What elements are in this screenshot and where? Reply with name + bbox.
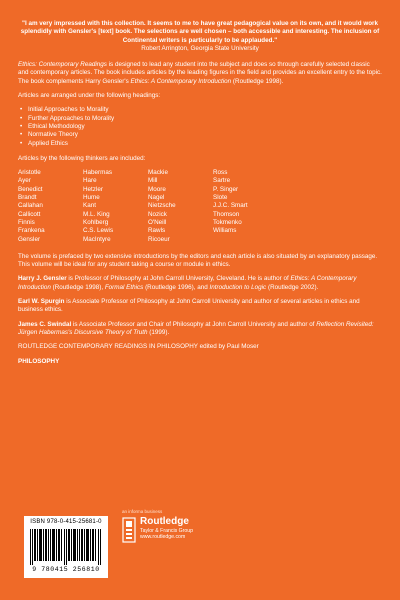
subject-category: PHILOSOPHY [18,357,60,365]
list-item: • Further Approaches to Morality [28,115,382,123]
barcode-image [30,529,102,565]
thinker-name: Nietzsche [148,202,176,210]
isbn-text: ISBN 978-0-415-25681-0 [30,519,102,525]
thinker-name: Hare [83,177,97,185]
thinkers-column-3 [148,169,193,244]
editor-name: Earl W. Spurgin [18,298,65,306]
thinker-name: Kant [83,202,96,210]
thinker-name: Frankena [18,227,45,235]
thinker-name: J.J.C. Smart [213,202,248,210]
thinker-name: Hume [83,194,100,202]
thinker-name: Brandt [18,194,37,202]
list-item: • Ethical Methodology [28,123,382,131]
thinker-name: Thomson [213,210,240,218]
book-title: Ethics: Contemporary Readings [18,61,107,69]
list-item: • Initial Approaches to Morality [28,106,382,114]
thinker-name: Gensler [18,235,41,243]
thinker-name: Benedict [18,185,43,193]
editor-bio-spurgin: Earl W. Spurgin is Associate Professor of Philosophy at John Carroll University and author of several articles in ethics and business ethics. [18,298,360,314]
thinker-name: Callicott [18,210,41,218]
thinker-name: Ricoeur [148,235,170,243]
thinker-name: Nozick [148,210,167,218]
thinker-name: Hetzler [83,185,103,193]
headings-list [18,106,382,147]
publisher-url: www.routledge.com [140,534,186,541]
volume-note: The volume is prefaced by two extensive introductions by the editors and each article is also situated by an explanatory passage. This volume will be ideal for any student taking a course or module in ethics. [18,252,378,269]
thinker-name: Rawls [148,227,166,235]
thinkers-column-1 [18,169,63,244]
routledge-logo-icon [122,517,136,543]
thinker-name: MacIntyre [83,235,111,243]
book-description: Ethics: Contemporary Readings is designed to lead any student into the subject and does so through carefully selected classic and contemporary articles. The book includes articles by the leading figures in the field and provides an excellent entry to the topic. The book complements Harry Gensler's Ethics: A Contemporary Introduction (Routledge 1998). [18,61,382,85]
companion-title: Ethics: A Contemporary Introduction [130,77,232,85]
thinker-name: Williams [213,227,237,235]
thinker-name: Ross [213,169,228,177]
thinker-name: Tokmenko [213,218,242,226]
editor-name: James C. Swindal [18,320,72,328]
publisher-logo [122,517,193,543]
thinker-name: Mill [148,177,158,185]
thinker-name: Mackie [148,169,168,177]
series-line: ROUTLEDGE CONTEMPORARY READINGS IN PHILOSOPHY edited by Paul Moser [18,343,259,351]
thinker-name: Moore [148,185,166,193]
thinkers-column-4 [213,169,258,244]
thinker-name: Slote [213,194,228,202]
list-item: • Normative Theory [28,131,382,139]
thinker-name: Ayer [18,177,31,185]
thinker-name: Aristotle [18,169,41,177]
publisher-name: Routledge [140,516,189,527]
thinker-name: O'Neill [148,218,167,226]
barcode-number: 9 780415 256810 [32,565,100,573]
publisher-group: Taylor & Francis Group [140,527,194,534]
thinker-name: Finnis [18,218,35,226]
thinker-name: Kohlberg [83,218,109,226]
thinker-name: Habermas [83,169,113,177]
thinker-name: Sartre [213,177,231,185]
thinkers-column-2 [83,169,128,244]
barcode-box [24,516,108,578]
thinker-name: Nagel [148,194,165,202]
editor-bio-gensler: Harry J. Gensler is Professor of Philosophy at John Carroll University, Cleveland. He is author of Ethics: A Contemporary Introduction (Routledge 1998), Formal Ethics (Routledge 1996), and Introduction to Logic (Routledge 2002). [18,275,357,291]
informa-tagline: an informa business [122,509,163,514]
thinker-name: P. Singer [213,185,239,193]
endorsement-attribution: Robert Arrington, Georgia State University [141,44,259,52]
editor-bio-swindal: James C. Swindal is Associate Professor and Chair of Philosophy at John Carroll University and author of Reflection Revisited: Jürgen Habermas's Discursive Theory of Truth (1999). [18,320,374,336]
list-item: • Applied Ethics [28,140,382,148]
thinkers-grid [18,169,382,244]
thinkers-intro: Articles by the following thinkers are included: [18,154,146,162]
thinker-name: Callahan [18,202,43,210]
thinker-name: M.L. King [83,210,110,218]
thinker-name: C.S. Lewis [83,227,114,235]
headings-intro: Articles are arranged under the following headings: [18,92,161,100]
endorsement-quote: "I am very impressed with this collection. It seems to me to have great pedagogical value on its own, and it would work splendidly with Gensler's [text] book. The selections are well chosen – both accessible and interesting. The inclusion of Continental writers is particularly to be applauded." [20,20,380,44]
editor-name: Harry J. Gensler [18,275,67,283]
